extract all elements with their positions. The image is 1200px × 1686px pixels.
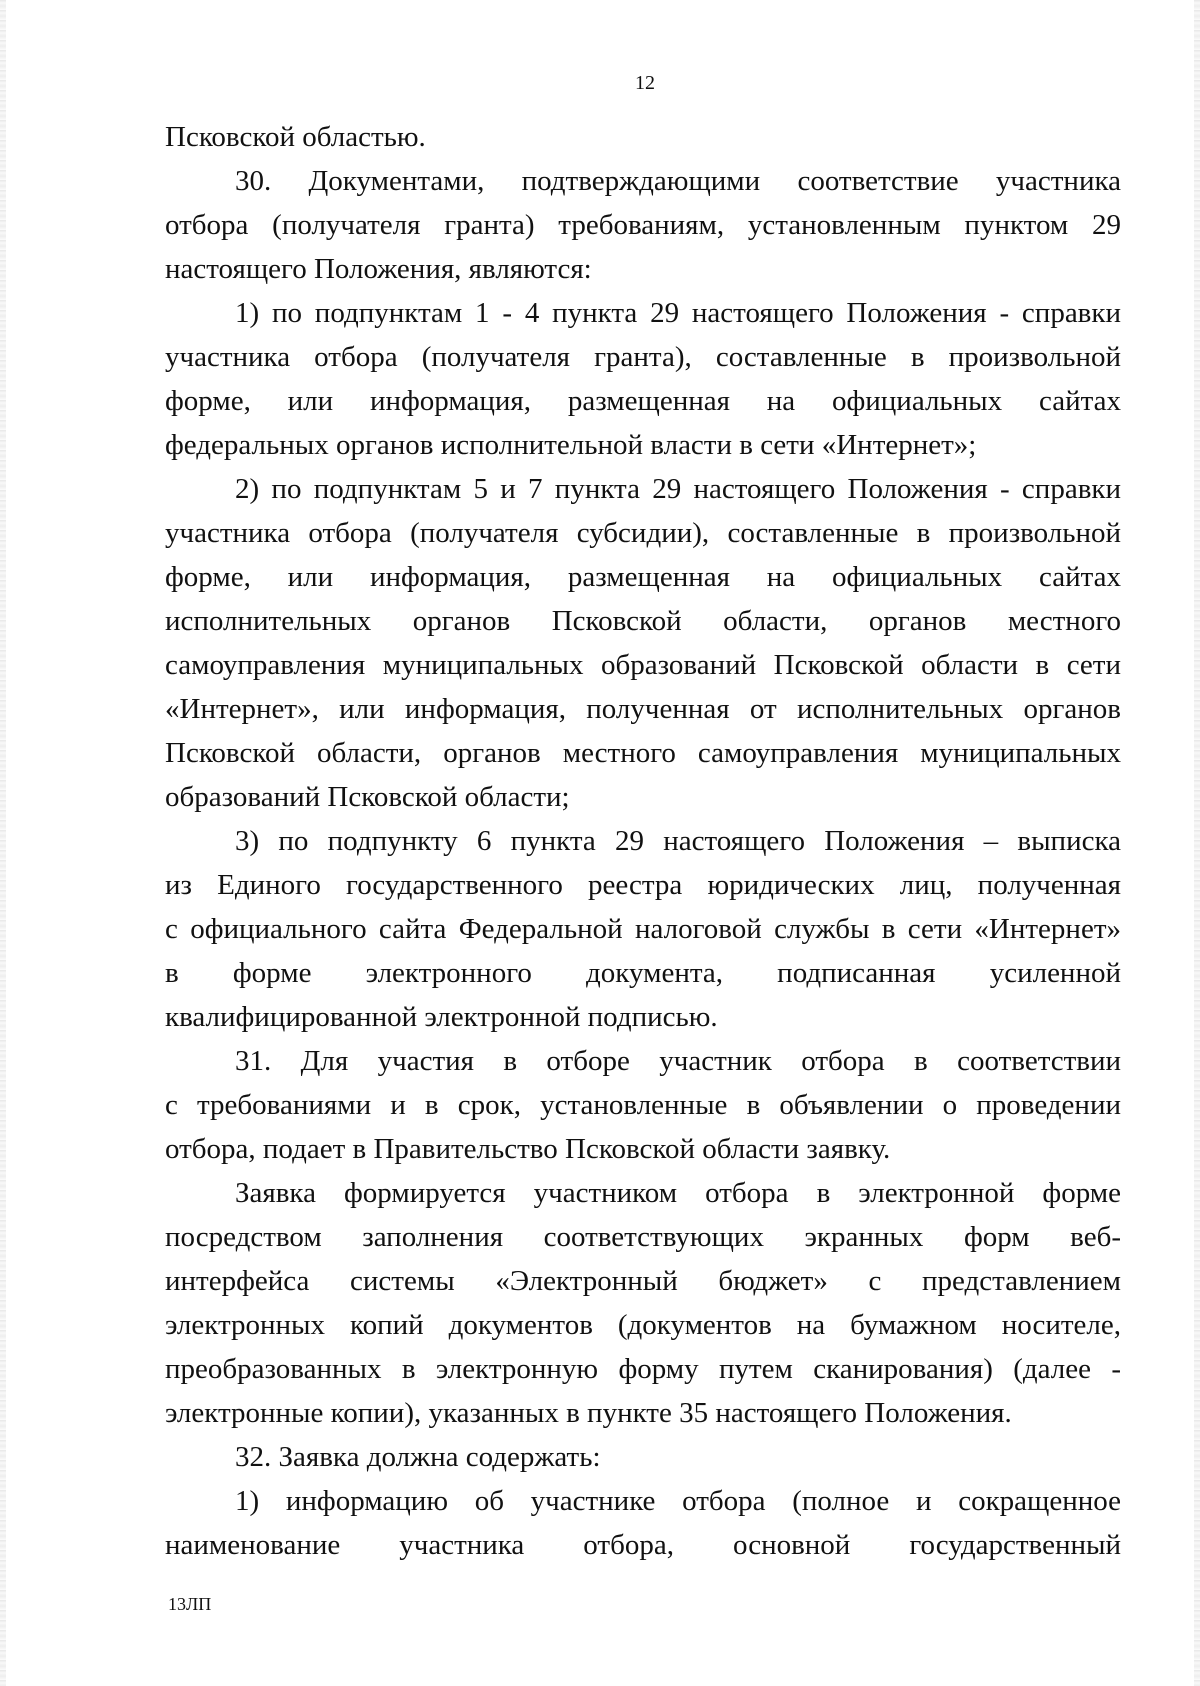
text-line: «Интернет», или информация, полученная от исполнительных органов — [165, 693, 1121, 725]
text-line: посредством заполнения соответствующих экранных форм веб- — [165, 1221, 1121, 1253]
text-line: отбора, подает в Правительство Псковской области заявку. — [165, 1133, 891, 1165]
page-number: 12 — [635, 72, 655, 94]
text-line: Заявка формируется участником отбора в электронной форме — [235, 1177, 1121, 1209]
text-line: преобразованных в электронную форму путем сканирования) (далее - — [165, 1353, 1121, 1385]
text-line: Псковской области, органов местного самоуправления муниципальных — [165, 737, 1121, 769]
text-line: отбора (получателя гранта) требованиям, установленным пунктом 29 — [165, 209, 1121, 241]
text-line: наименование участника отбора, основной государственный — [165, 1529, 1121, 1561]
text-line: федеральных органов исполнительной власти в сети «Интернет»; — [165, 429, 977, 461]
text-line: участника отбора (получателя субсидии), составленные в произвольной — [165, 517, 1121, 549]
text-line: участника отбора (получателя гранта), составленные в произвольной — [165, 341, 1121, 373]
text-line: Псковской областью. — [165, 121, 426, 153]
text-line: образований Псковской области; — [165, 781, 570, 813]
text-line: электронных копий документов (документов на бумажном носителе, — [165, 1309, 1121, 1341]
text-line: 31. Для участия в отборе участник отбора в соответствии — [235, 1045, 1121, 1077]
text-line: самоуправления муниципальных образований Псковской области в сети — [165, 649, 1121, 681]
text-line: электронные копии), указанных в пункте 35 настоящего Положения. — [165, 1397, 1012, 1429]
text-line: 3) по подпункту 6 пункта 29 настоящего Положения – выписка — [235, 825, 1121, 857]
text-line: из Единого государственного реестра юридических лиц, полученная — [165, 869, 1121, 901]
text-line: настоящего Положения, являются: — [165, 253, 592, 285]
text-line: исполнительных органов Псковской области, органов местного — [165, 605, 1121, 637]
document-body — [165, 115, 1121, 1567]
text-line: в форме электронного документа, подписанная усиленной — [165, 957, 1121, 989]
text-line: 2) по подпунктам 5 и 7 пункта 29 настоящего Положения - справки — [235, 473, 1121, 505]
scan-edge-right — [1194, 0, 1200, 1686]
text-line: 30. Документами, подтверждающими соответствие участника — [235, 165, 1121, 197]
text-line: квалифицированной электронной подписью. — [165, 1001, 718, 1033]
text-line: интерфейса системы «Электронный бюджет» с представлением — [165, 1265, 1121, 1297]
text-line: 1) информацию об участнике отбора (полное и сокращенное — [235, 1485, 1121, 1517]
text-line: с требованиями и в срок, установленные в объявлении о проведении — [165, 1089, 1121, 1121]
text-line: форме, или информация, размещенная на официальных сайтах — [165, 385, 1121, 417]
scan-edge-left — [0, 0, 6, 1686]
text-line: 32. Заявка должна содержать: — [235, 1441, 601, 1473]
text-line: 1) по подпунктам 1 - 4 пункта 29 настоящего Положения - справки — [235, 297, 1121, 329]
text-line: с официального сайта Федеральной налоговой службы в сети «Интернет» — [165, 913, 1121, 945]
footer-code: 13ЛП — [168, 1594, 212, 1614]
text-line: форме, или информация, размещенная на официальных сайтах — [165, 561, 1121, 593]
